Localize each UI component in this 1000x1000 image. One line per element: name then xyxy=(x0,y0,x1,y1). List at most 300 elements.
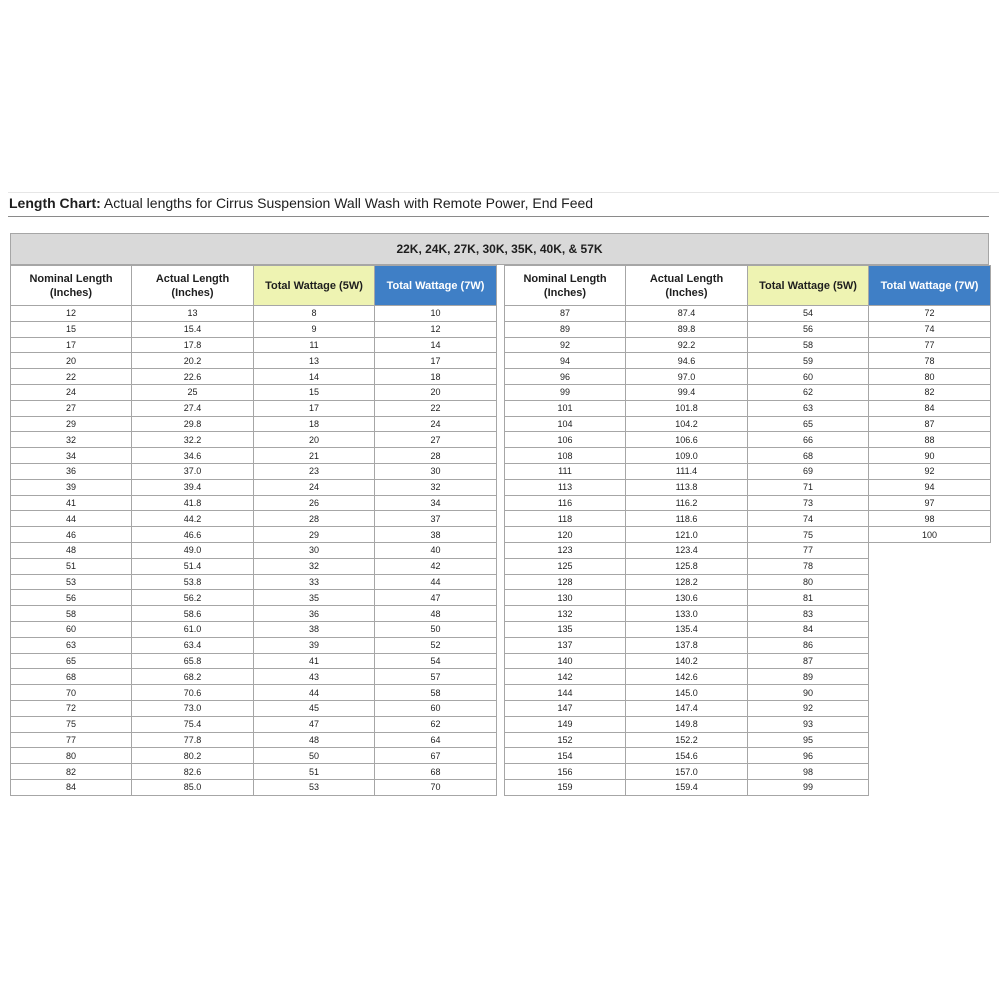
table-row xyxy=(11,764,497,780)
wattage-7w-cell: 80 xyxy=(869,369,991,385)
actual-length-cell: 65.8 xyxy=(132,653,254,669)
nominal-length-cell: 82 xyxy=(11,764,132,780)
wattage-5w-cell: 47 xyxy=(254,716,375,732)
wattage-7w-cell xyxy=(869,637,991,653)
table-row xyxy=(505,732,991,748)
nominal-length-cell: 156 xyxy=(505,764,626,780)
actual-length-header xyxy=(132,266,254,306)
wattage-5w-cell: 9 xyxy=(254,321,375,337)
actual-length-cell: 70.6 xyxy=(132,685,254,701)
actual-length-cell: 116.2 xyxy=(626,495,748,511)
wattage-5w-cell: 29 xyxy=(254,527,375,543)
wattage-7w-cell: 50 xyxy=(375,621,497,637)
nominal-length-cell: 17 xyxy=(11,337,132,353)
wattage-5w-cell: 28 xyxy=(254,511,375,527)
table-row xyxy=(11,495,497,511)
wattage-7w-cell: 37 xyxy=(375,511,497,527)
nominal-length-cell: 72 xyxy=(11,700,132,716)
nominal-length-cell: 80 xyxy=(11,748,132,764)
nominal-length-cell: 63 xyxy=(11,637,132,653)
table-row xyxy=(11,448,497,464)
actual-length-cell: 101.8 xyxy=(626,400,748,416)
wattage-7w-cell: 62 xyxy=(375,716,497,732)
wattage-5w-cell: 26 xyxy=(254,495,375,511)
actual-length-cell: 92.2 xyxy=(626,337,748,353)
nominal-length-cell: 125 xyxy=(505,558,626,574)
nominal-length-cell: 27 xyxy=(11,400,132,416)
wattage-7w-cell: 78 xyxy=(869,353,991,369)
wattage-7w-cell: 17 xyxy=(375,353,497,369)
nominal-length-header xyxy=(11,266,132,306)
table-row xyxy=(11,653,497,669)
wattage-7w-cell: 40 xyxy=(375,542,497,558)
nominal-length-cell: 15 xyxy=(11,321,132,337)
actual-length-cell: 25 xyxy=(132,384,254,400)
actual-length-cell: 128.2 xyxy=(626,574,748,590)
wattage-7w-cell: 77 xyxy=(869,337,991,353)
actual-length-cell: 41.8 xyxy=(132,495,254,511)
actual-length-header-line2: (Inches) xyxy=(171,286,214,299)
wattage-7w-cell: 67 xyxy=(375,748,497,764)
actual-length-cell: 133.0 xyxy=(626,606,748,622)
wattage-5w-cell: 38 xyxy=(254,621,375,637)
actual-length-header-line1: Actual Length xyxy=(649,272,724,285)
wattage-5w-cell: 43 xyxy=(254,669,375,685)
nominal-length-cell: 106 xyxy=(505,432,626,448)
wattage-5w-cell: 59 xyxy=(748,353,869,369)
table-row xyxy=(11,527,497,543)
wattage-5w-cell: 90 xyxy=(748,685,869,701)
wattage-7w-header: Total Wattage (7W) xyxy=(869,266,991,306)
wattage-5w-header: Total Wattage (5W) xyxy=(254,266,375,306)
wattage-5w-cell: 98 xyxy=(748,764,869,780)
nominal-length-cell: 108 xyxy=(505,448,626,464)
actual-length-cell: 159.4 xyxy=(626,779,748,795)
wattage-5w-cell: 69 xyxy=(748,463,869,479)
table-row xyxy=(505,337,991,353)
actual-length-cell: 157.0 xyxy=(626,764,748,780)
nominal-length-cell: 36 xyxy=(11,463,132,479)
nominal-length-cell: 154 xyxy=(505,748,626,764)
wattage-7w-cell xyxy=(869,606,991,622)
nominal-length-cell: 111 xyxy=(505,463,626,479)
table-row xyxy=(11,306,497,322)
wattage-5w-cell: 75 xyxy=(748,527,869,543)
wattage-7w-cell: 14 xyxy=(375,337,497,353)
actual-length-cell: 68.2 xyxy=(132,669,254,685)
table-row xyxy=(11,353,497,369)
wattage-7w-cell: 30 xyxy=(375,463,497,479)
actual-length-cell: 94.6 xyxy=(626,353,748,369)
wattage-5w-header: Total Wattage (5W) xyxy=(748,266,869,306)
wattage-5w-cell: 62 xyxy=(748,384,869,400)
wattage-7w-cell: 48 xyxy=(375,606,497,622)
nominal-length-cell: 56 xyxy=(11,590,132,606)
actual-length-cell: 75.4 xyxy=(132,716,254,732)
wattage-5w-cell: 58 xyxy=(748,337,869,353)
wattage-7w-cell: 68 xyxy=(375,764,497,780)
nominal-length-cell: 32 xyxy=(11,432,132,448)
wattage-7w-cell xyxy=(869,716,991,732)
actual-length-cell: 137.8 xyxy=(626,637,748,653)
actual-length-cell: 17.8 xyxy=(132,337,254,353)
wattage-7w-cell: 72 xyxy=(869,306,991,322)
wattage-5w-cell: 60 xyxy=(748,369,869,385)
nominal-length-cell: 51 xyxy=(11,558,132,574)
table-row xyxy=(11,369,497,385)
table-row xyxy=(11,700,497,716)
wattage-7w-cell: 22 xyxy=(375,400,497,416)
wattage-7w-cell: 84 xyxy=(869,400,991,416)
actual-length-header-line2: (Inches) xyxy=(665,286,708,299)
nominal-length-cell: 89 xyxy=(505,321,626,337)
nominal-length-cell: 24 xyxy=(11,384,132,400)
wattage-5w-cell: 66 xyxy=(748,432,869,448)
actual-length-cell: 82.6 xyxy=(132,764,254,780)
nominal-length-cell: 77 xyxy=(11,732,132,748)
nominal-length-header-line1: Nominal Length xyxy=(29,272,113,285)
nominal-length-cell: 104 xyxy=(505,416,626,432)
table-row xyxy=(505,384,991,400)
table-row xyxy=(505,748,991,764)
table-row xyxy=(505,590,991,606)
actual-length-cell: 125.8 xyxy=(626,558,748,574)
nominal-length-cell: 101 xyxy=(505,400,626,416)
table-row xyxy=(11,606,497,622)
wattage-7w-cell: 28 xyxy=(375,448,497,464)
wattage-7w-cell xyxy=(869,653,991,669)
wattage-5w-cell: 51 xyxy=(254,764,375,780)
actual-length-cell: 113.8 xyxy=(626,479,748,495)
nominal-length-cell: 41 xyxy=(11,495,132,511)
wattage-5w-cell: 78 xyxy=(748,558,869,574)
nominal-length-cell: 116 xyxy=(505,495,626,511)
wattage-7w-cell xyxy=(869,779,991,795)
nominal-length-cell: 58 xyxy=(11,606,132,622)
wattage-5w-cell: 21 xyxy=(254,448,375,464)
nominal-length-cell: 128 xyxy=(505,574,626,590)
wattage-5w-cell: 53 xyxy=(254,779,375,795)
wattage-7w-cell xyxy=(869,558,991,574)
wattage-5w-cell: 35 xyxy=(254,590,375,606)
wattage-5w-cell: 84 xyxy=(748,621,869,637)
wattage-7w-cell: 64 xyxy=(375,732,497,748)
actual-length-cell: 99.4 xyxy=(626,384,748,400)
wattage-7w-cell: 97 xyxy=(869,495,991,511)
table-row xyxy=(505,448,991,464)
table-row xyxy=(11,416,497,432)
title-divider xyxy=(8,216,989,217)
table-row xyxy=(505,685,991,701)
wattage-5w-cell: 81 xyxy=(748,590,869,606)
wattage-7w-cell: 18 xyxy=(375,369,497,385)
wattage-5w-cell: 14 xyxy=(254,369,375,385)
nominal-length-cell: 159 xyxy=(505,779,626,795)
nominal-length-header xyxy=(505,266,626,306)
wattage-7w-cell xyxy=(869,542,991,558)
actual-length-cell: 147.4 xyxy=(626,700,748,716)
wattage-5w-cell: 73 xyxy=(748,495,869,511)
wattage-5w-cell: 44 xyxy=(254,685,375,701)
nominal-length-header-line2: (Inches) xyxy=(49,286,93,299)
wattage-5w-cell: 39 xyxy=(254,637,375,653)
nominal-length-cell: 137 xyxy=(505,637,626,653)
actual-length-cell: 135.4 xyxy=(626,621,748,637)
wattage-7w-cell xyxy=(869,732,991,748)
actual-length-cell: 80.2 xyxy=(132,748,254,764)
nominal-length-header-line2: (Inches) xyxy=(543,286,587,299)
wattage-5w-cell: 83 xyxy=(748,606,869,622)
nominal-length-cell: 142 xyxy=(505,669,626,685)
wattage-7w-cell: 12 xyxy=(375,321,497,337)
chart-title xyxy=(9,194,593,212)
wattage-7w-cell: 100 xyxy=(869,527,991,543)
table-row xyxy=(11,558,497,574)
actual-length-cell: 142.6 xyxy=(626,669,748,685)
wattage-7w-cell: 74 xyxy=(869,321,991,337)
actual-length-cell: 20.2 xyxy=(132,353,254,369)
actual-length-cell: 61.0 xyxy=(132,621,254,637)
table-row xyxy=(11,384,497,400)
actual-length-cell: 152.2 xyxy=(626,732,748,748)
wattage-7w-cell: 47 xyxy=(375,590,497,606)
wattage-5w-cell: 93 xyxy=(748,716,869,732)
wattage-7w-cell: 34 xyxy=(375,495,497,511)
wattage-5w-cell: 13 xyxy=(254,353,375,369)
wattage-5w-cell: 77 xyxy=(748,542,869,558)
table-row xyxy=(505,463,991,479)
nominal-length-cell: 118 xyxy=(505,511,626,527)
wattage-7w-cell: 60 xyxy=(375,700,497,716)
actual-length-cell: 34.6 xyxy=(132,448,254,464)
nominal-length-cell: 29 xyxy=(11,416,132,432)
wattage-7w-cell: 94 xyxy=(869,479,991,495)
nominal-length-cell: 44 xyxy=(11,511,132,527)
wattage-5w-cell: 11 xyxy=(254,337,375,353)
table-row xyxy=(11,574,497,590)
wattage-5w-cell: 96 xyxy=(748,748,869,764)
nominal-length-cell: 144 xyxy=(505,685,626,701)
wattage-7w-cell xyxy=(869,669,991,685)
nominal-length-cell: 123 xyxy=(505,542,626,558)
nominal-length-cell: 34 xyxy=(11,448,132,464)
wattage-5w-cell: 41 xyxy=(254,653,375,669)
wattage-7w-cell: 44 xyxy=(375,574,497,590)
nominal-length-cell: 75 xyxy=(11,716,132,732)
table-row xyxy=(505,416,991,432)
table-row xyxy=(505,321,991,337)
wattage-5w-cell: 63 xyxy=(748,400,869,416)
wattage-7w-cell: 24 xyxy=(375,416,497,432)
color-temperature-banner: 22K, 24K, 27K, 30K, 35K, 40K, & 57K xyxy=(10,233,989,265)
nominal-length-cell: 46 xyxy=(11,527,132,543)
wattage-7w-cell: 82 xyxy=(869,384,991,400)
wattage-7w-cell: 20 xyxy=(375,384,497,400)
actual-length-cell: 44.2 xyxy=(132,511,254,527)
wattage-7w-cell: 38 xyxy=(375,527,497,543)
wattage-5w-cell: 89 xyxy=(748,669,869,685)
nominal-length-cell: 84 xyxy=(11,779,132,795)
actual-length-cell: 22.6 xyxy=(132,369,254,385)
actual-length-cell: 154.6 xyxy=(626,748,748,764)
actual-length-cell: 149.8 xyxy=(626,716,748,732)
actual-length-cell: 58.6 xyxy=(132,606,254,622)
wattage-7w-cell xyxy=(869,700,991,716)
wattage-7w-cell: 57 xyxy=(375,669,497,685)
table-row xyxy=(11,463,497,479)
wattage-5w-cell: 95 xyxy=(748,732,869,748)
actual-length-cell: 130.6 xyxy=(626,590,748,606)
wattage-7w-cell: 92 xyxy=(869,463,991,479)
wattage-7w-cell xyxy=(869,764,991,780)
wattage-5w-cell: 86 xyxy=(748,637,869,653)
wattage-5w-cell: 17 xyxy=(254,400,375,416)
table-row xyxy=(11,511,497,527)
wattage-7w-cell xyxy=(869,748,991,764)
wattage-5w-cell: 54 xyxy=(748,306,869,322)
actual-length-cell: 87.4 xyxy=(626,306,748,322)
chart-title-description: Actual lengths for Cirrus Suspension Wall Wash with Remote Power, End Feed xyxy=(100,195,594,211)
wattage-7w-header: Total Wattage (7W) xyxy=(375,266,497,306)
wattage-5w-cell: 33 xyxy=(254,574,375,590)
wattage-5w-cell: 15 xyxy=(254,384,375,400)
nominal-length-cell: 53 xyxy=(11,574,132,590)
wattage-7w-cell xyxy=(869,685,991,701)
actual-length-cell: 53.8 xyxy=(132,574,254,590)
wattage-5w-cell: 68 xyxy=(748,448,869,464)
nominal-length-cell: 113 xyxy=(505,479,626,495)
nominal-length-cell: 68 xyxy=(11,669,132,685)
top-divider xyxy=(8,192,999,193)
header-row xyxy=(11,266,497,306)
wattage-7w-cell: 98 xyxy=(869,511,991,527)
actual-length-cell: 77.8 xyxy=(132,732,254,748)
table-row xyxy=(11,321,497,337)
nominal-length-cell: 70 xyxy=(11,685,132,701)
table-row xyxy=(11,669,497,685)
nominal-length-cell: 135 xyxy=(505,621,626,637)
wattage-5w-cell: 87 xyxy=(748,653,869,669)
nominal-length-cell: 65 xyxy=(11,653,132,669)
nominal-length-cell: 99 xyxy=(505,384,626,400)
wattage-5w-cell: 36 xyxy=(254,606,375,622)
actual-length-cell: 109.0 xyxy=(626,448,748,464)
actual-length-cell: 73.0 xyxy=(132,700,254,716)
wattage-7w-cell: 52 xyxy=(375,637,497,653)
actual-length-cell: 46.6 xyxy=(132,527,254,543)
nominal-length-cell: 147 xyxy=(505,700,626,716)
wattage-5w-cell: 32 xyxy=(254,558,375,574)
table-row xyxy=(11,716,497,732)
nominal-length-cell: 20 xyxy=(11,353,132,369)
wattage-5w-cell: 92 xyxy=(748,700,869,716)
table-row xyxy=(505,306,991,322)
nominal-length-cell: 12 xyxy=(11,306,132,322)
table-row xyxy=(11,542,497,558)
actual-length-cell: 106.6 xyxy=(626,432,748,448)
wattage-5w-cell: 80 xyxy=(748,574,869,590)
table-row xyxy=(11,432,497,448)
actual-length-cell: 118.6 xyxy=(626,511,748,527)
table-row xyxy=(11,590,497,606)
wattage-7w-cell: 10 xyxy=(375,306,497,322)
actual-length-cell: 27.4 xyxy=(132,400,254,416)
wattage-7w-cell: 58 xyxy=(375,685,497,701)
table-row xyxy=(505,669,991,685)
length-table-left xyxy=(10,265,497,796)
actual-length-cell: 97.0 xyxy=(626,369,748,385)
wattage-7w-cell xyxy=(869,590,991,606)
actual-length-cell: 32.2 xyxy=(132,432,254,448)
actual-length-cell: 123.4 xyxy=(626,542,748,558)
wattage-7w-cell xyxy=(869,621,991,637)
wattage-7w-cell: 88 xyxy=(869,432,991,448)
table-row xyxy=(505,606,991,622)
actual-length-cell: 39.4 xyxy=(132,479,254,495)
wattage-5w-cell: 45 xyxy=(254,700,375,716)
wattage-7w-cell: 90 xyxy=(869,448,991,464)
table-row xyxy=(11,732,497,748)
nominal-length-cell: 39 xyxy=(11,479,132,495)
table-row xyxy=(505,779,991,795)
nominal-length-cell: 60 xyxy=(11,621,132,637)
table-row xyxy=(11,621,497,637)
table-row xyxy=(505,542,991,558)
nominal-length-header-line1: Nominal Length xyxy=(523,272,607,285)
nominal-length-cell: 130 xyxy=(505,590,626,606)
wattage-5w-cell: 74 xyxy=(748,511,869,527)
table-row xyxy=(505,495,991,511)
table-row xyxy=(505,700,991,716)
nominal-length-cell: 140 xyxy=(505,653,626,669)
table-row xyxy=(11,685,497,701)
table-row xyxy=(505,574,991,590)
table-row xyxy=(11,637,497,653)
table-row xyxy=(505,637,991,653)
table-row xyxy=(11,748,497,764)
actual-length-cell: 104.2 xyxy=(626,416,748,432)
nominal-length-cell: 96 xyxy=(505,369,626,385)
nominal-length-cell: 48 xyxy=(11,542,132,558)
actual-length-cell: 13 xyxy=(132,306,254,322)
chart-title-label: Length Chart: xyxy=(9,195,101,211)
actual-length-cell: 49.0 xyxy=(132,542,254,558)
nominal-length-cell: 120 xyxy=(505,527,626,543)
table-row xyxy=(505,716,991,732)
table-row xyxy=(11,479,497,495)
wattage-7w-cell: 54 xyxy=(375,653,497,669)
table-row xyxy=(505,353,991,369)
actual-length-cell: 85.0 xyxy=(132,779,254,795)
wattage-5w-cell: 48 xyxy=(254,732,375,748)
wattage-5w-cell: 8 xyxy=(254,306,375,322)
actual-length-cell: 63.4 xyxy=(132,637,254,653)
nominal-length-cell: 87 xyxy=(505,306,626,322)
wattage-5w-cell: 30 xyxy=(254,542,375,558)
actual-length-cell: 145.0 xyxy=(626,685,748,701)
actual-length-cell: 121.0 xyxy=(626,527,748,543)
table-row xyxy=(505,527,991,543)
table-row xyxy=(11,337,497,353)
table-row xyxy=(505,558,991,574)
table-row xyxy=(505,621,991,637)
actual-length-header-line1: Actual Length xyxy=(155,272,230,285)
actual-length-cell: 15.4 xyxy=(132,321,254,337)
wattage-7w-cell: 70 xyxy=(375,779,497,795)
wattage-7w-cell xyxy=(869,574,991,590)
wattage-5w-cell: 20 xyxy=(254,432,375,448)
wattage-5w-cell: 71 xyxy=(748,479,869,495)
